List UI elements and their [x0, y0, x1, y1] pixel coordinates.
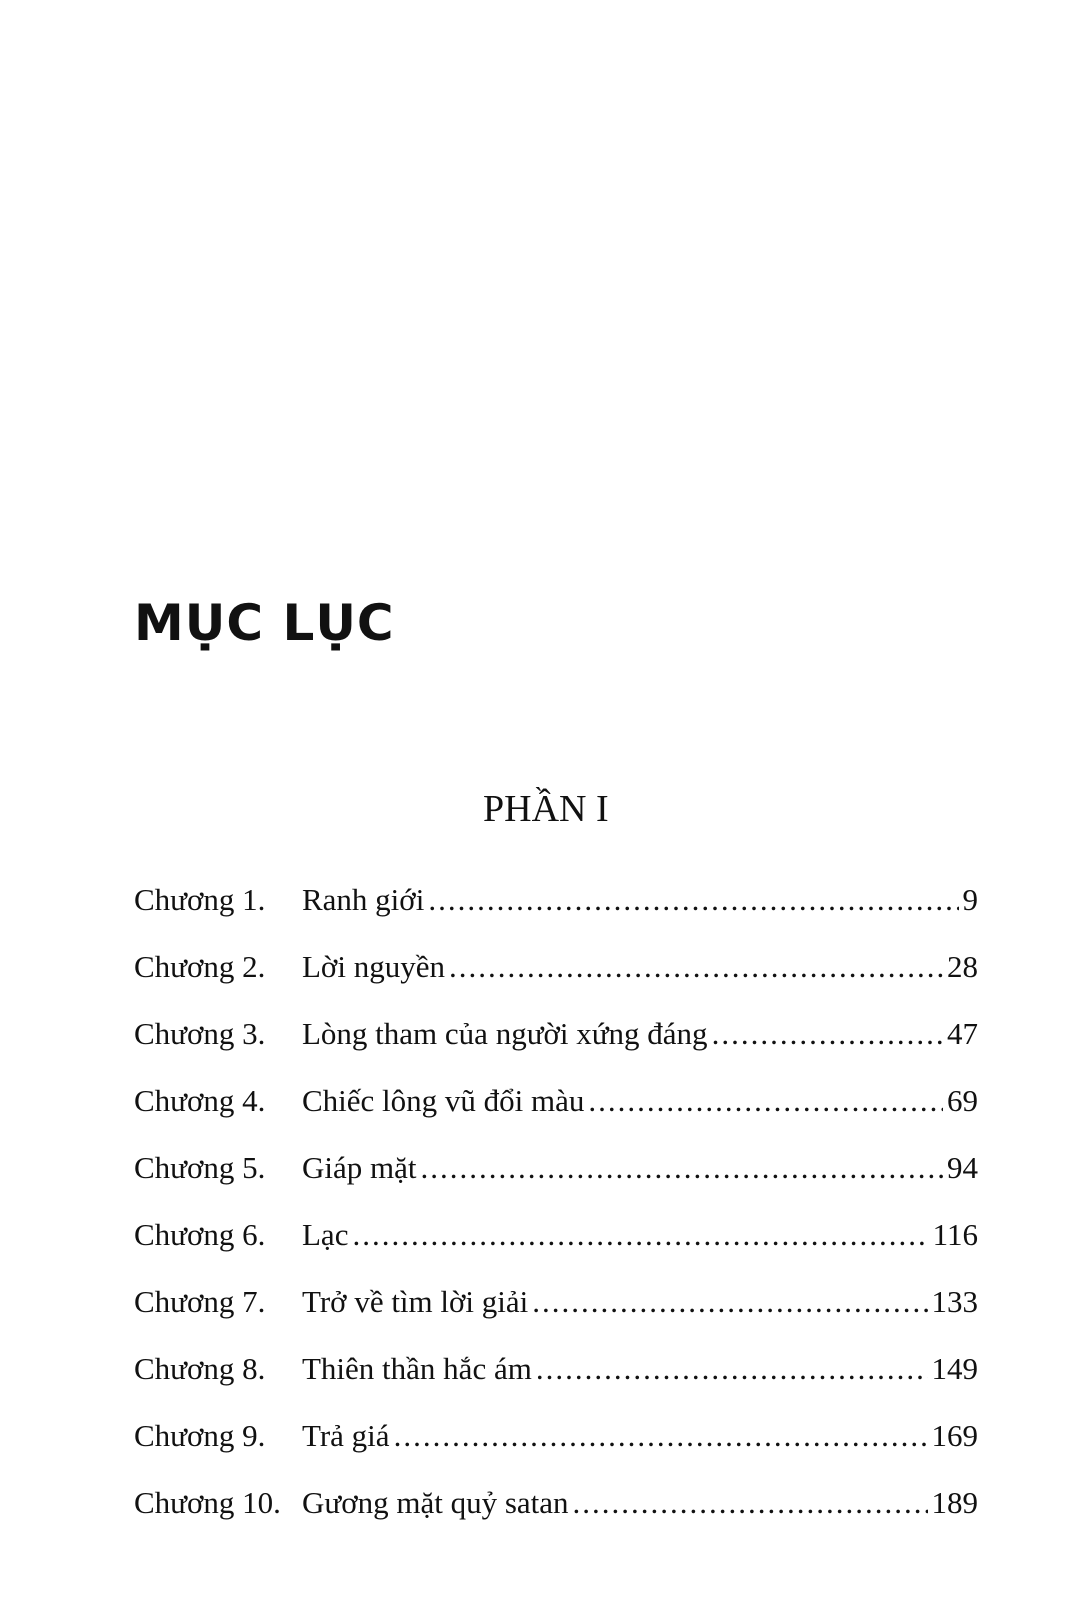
toc-entry [134, 1219, 978, 1286]
toc-dot-leader [536, 1353, 928, 1384]
toc-chapter-title: Trả giá [302, 1418, 390, 1453]
toc-entry [134, 951, 978, 1018]
toc-list [134, 884, 978, 1554]
toc-chapter-number: Chương 9. [134, 1418, 266, 1453]
toc-chapter-title: Ranh giới [302, 882, 425, 917]
toc-chapter-number: Chương 3. [134, 1016, 266, 1051]
toc-chapter-number: Chương 10. [134, 1485, 281, 1520]
toc-chapter-number: Chương 7. [134, 1284, 266, 1319]
toc-dot-leader [712, 1018, 943, 1049]
toc-dot-leader [428, 884, 958, 915]
toc-dot-leader [588, 1085, 943, 1116]
toc-entry [134, 1487, 978, 1554]
toc-page-number: 149 [931, 1351, 978, 1386]
toc-page-number: 169 [931, 1418, 978, 1453]
toc-chapter-title: Chiếc lông vũ đổi màu [302, 1083, 585, 1118]
toc-entry [134, 1420, 978, 1487]
toc-entry [134, 1286, 978, 1353]
toc-entry [134, 1152, 978, 1219]
toc-entry [134, 1018, 978, 1085]
toc-entry [134, 1353, 978, 1420]
toc-chapter-title: Lạc [302, 1217, 349, 1252]
toc-page-number: 69 [947, 1083, 978, 1118]
toc-chapter-number: Chương 2. [134, 949, 266, 984]
toc-dot-leader [421, 1152, 944, 1183]
toc-chapter-number: Chương 4. [134, 1083, 266, 1118]
toc-chapter-title: Gương mặt quỷ satan [302, 1485, 569, 1520]
toc-dot-leader [449, 951, 943, 982]
part-heading: PHẦN I [483, 788, 609, 830]
toc-page-number: 28 [947, 949, 978, 984]
toc-chapter-title: Lời nguyền [302, 949, 445, 984]
toc-page-number: 47 [947, 1016, 978, 1051]
toc-chapter-number: Chương 5. [134, 1150, 266, 1185]
toc-dot-leader [352, 1219, 928, 1250]
toc-chapter-title: Trở về tìm lời giải [302, 1284, 529, 1319]
toc-chapter-number: Chương 8. [134, 1351, 266, 1386]
toc-chapter-title: Giáp mặt [302, 1150, 417, 1185]
toc-chapter-title: Thiên thần hắc ám [302, 1351, 532, 1386]
toc-page-number: 9 [962, 882, 978, 917]
toc-chapter-number: Chương 6. [134, 1217, 266, 1252]
toc-page-number: 133 [931, 1284, 978, 1319]
toc-chapter-title: Lòng tham của người xứng đáng [302, 1016, 708, 1051]
table-of-contents-heading: MỤC LỤC [134, 594, 395, 652]
toc-chapter-number: Chương 1. [134, 882, 266, 917]
toc-entry [134, 884, 978, 951]
toc-page-number: 189 [931, 1485, 978, 1520]
toc-entry [134, 1085, 978, 1152]
toc-page-number: 116 [932, 1217, 978, 1252]
toc-dot-leader [532, 1286, 927, 1317]
toc-dot-leader [573, 1487, 928, 1518]
toc-page-number: 94 [947, 1150, 978, 1185]
toc-dot-leader [394, 1420, 928, 1451]
